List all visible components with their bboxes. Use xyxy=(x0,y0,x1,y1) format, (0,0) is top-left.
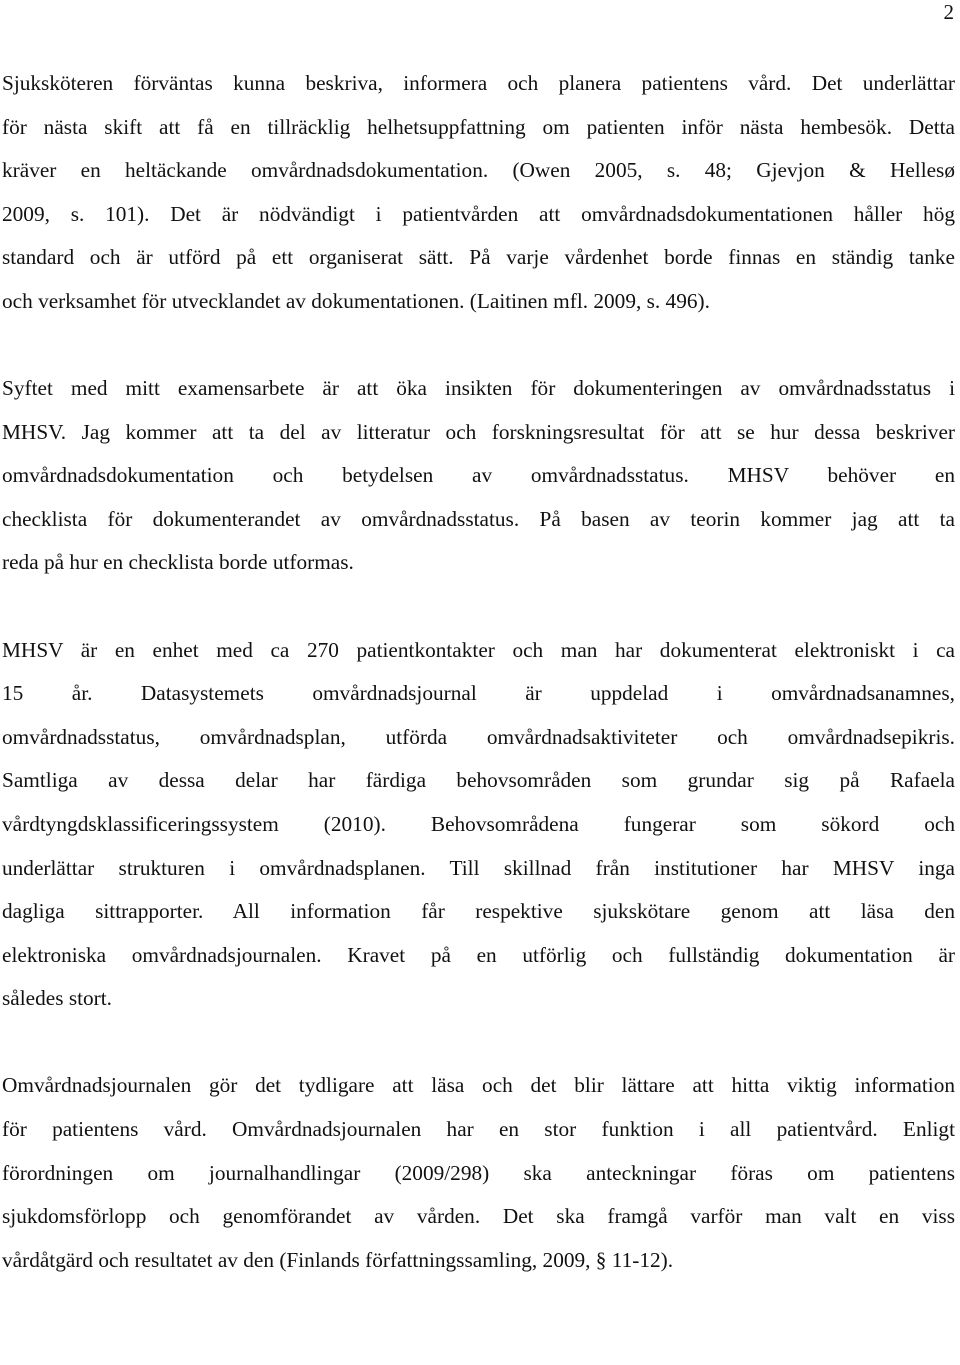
text-line: MHSV är en enhet med ca 270 patientkontakter och man har dokumenterat elektroniskt i ca xyxy=(2,637,955,662)
paragraph-journal-function xyxy=(2,1064,955,1282)
text-line: dagliga sittrapporter. All information får respektive sjukskötare genom att läsa den xyxy=(2,899,955,924)
text-line: och verksamhet för utvecklandet av dokumentationen. (Laitinen mfl. 2009, s. 496). xyxy=(2,288,710,313)
page-number: 2 xyxy=(943,0,954,24)
text-line: förordningen om journalhandlingar (2009/298) ska anteckningar föras om patientens xyxy=(2,1160,955,1185)
text-line: kräver en heltäckande omvårdnadsdokumentation. (Owen 2005, s. 48; Gjevjon & Hellesø xyxy=(2,158,955,183)
text-line: Samtliga av dessa delar har färdiga behovsområden som grundar sig på Rafaela xyxy=(2,768,955,793)
text-line: 2009, s. 101). Det är nödvändigt i patientvården att omvårdnadsdokumentationen håller hög xyxy=(2,201,955,226)
text-line: Syftet med mitt examensarbete är att öka insikten för dokumenteringen av omvårdnadsstatus i xyxy=(2,376,955,401)
text-line: vårdtyngdsklassificeringssystem (2010). Behovsområdena fungerar som sökord och xyxy=(2,811,955,836)
text-line: Sjuksköteren förväntas kunna beskriva, informera och planera patientens vård. Det underlättar xyxy=(2,71,955,95)
text-line: MHSV. Jag kommer att ta del av litteratur och forskningsresultat för att se hur dessa beskriver xyxy=(2,419,955,444)
text-line: underlättar strukturen i omvårdnadsplanen. Till skillnad från institutioner har MHSV inga xyxy=(2,855,955,880)
text-line: Omvårdnadsjournalen gör det tydligare att läsa och det blir lättare att hitta viktig information xyxy=(2,1073,955,1098)
text-line: således stort. xyxy=(2,986,113,1011)
text-line: 15 år. Datasystemets omvårdnadsjournal är uppdelad i omvårdnadsanamnes, xyxy=(2,681,955,706)
paragraph-thesis-aim xyxy=(2,367,955,585)
text-line: omvårdnadsdokumentation och betydelsen av omvårdnadsstatus. MHSV behöver en xyxy=(2,463,955,488)
text-line: för nästa skift att få en tillräcklig helhetsuppfattning om patienten inför nästa hembesök. Detta xyxy=(2,114,955,139)
text-line: omvårdnadsstatus, omvårdnadsplan, utförda omvårdnadsaktiviteter och omvårdnadsepikris. xyxy=(2,724,955,749)
document-body xyxy=(2,62,955,1282)
paragraph-mhsv-description xyxy=(2,629,955,1021)
text-line: standard och är utförd på ett organiserat sätt. På varje vårdenhet borde finnas en ständig tanke xyxy=(2,245,955,270)
text-line: checklista för dokumenterandet av omvårdnadsstatus. På basen av teorin kommer jag att ta xyxy=(2,506,955,531)
text-line: reda på hur en checklista borde utformas. xyxy=(2,550,354,575)
paragraph-documentation-requirements xyxy=(2,62,955,324)
text-line: elektroniska omvårdnadsjournalen. Kravet på en utförlig och fullständig dokumentation är xyxy=(2,942,955,967)
text-line: sjukdomsförlopp och genomförandet av vården. Det ska framgå varför man valt en viss xyxy=(2,1204,955,1229)
text-line: för patientens vård. Omvårdnadsjournalen har en stor funktion i all patientvård. Enligt xyxy=(2,1116,955,1141)
text-line: vårdåtgärd och resultatet av den (Finlands författningssamling, 2009, § 11-12). xyxy=(2,1247,674,1272)
